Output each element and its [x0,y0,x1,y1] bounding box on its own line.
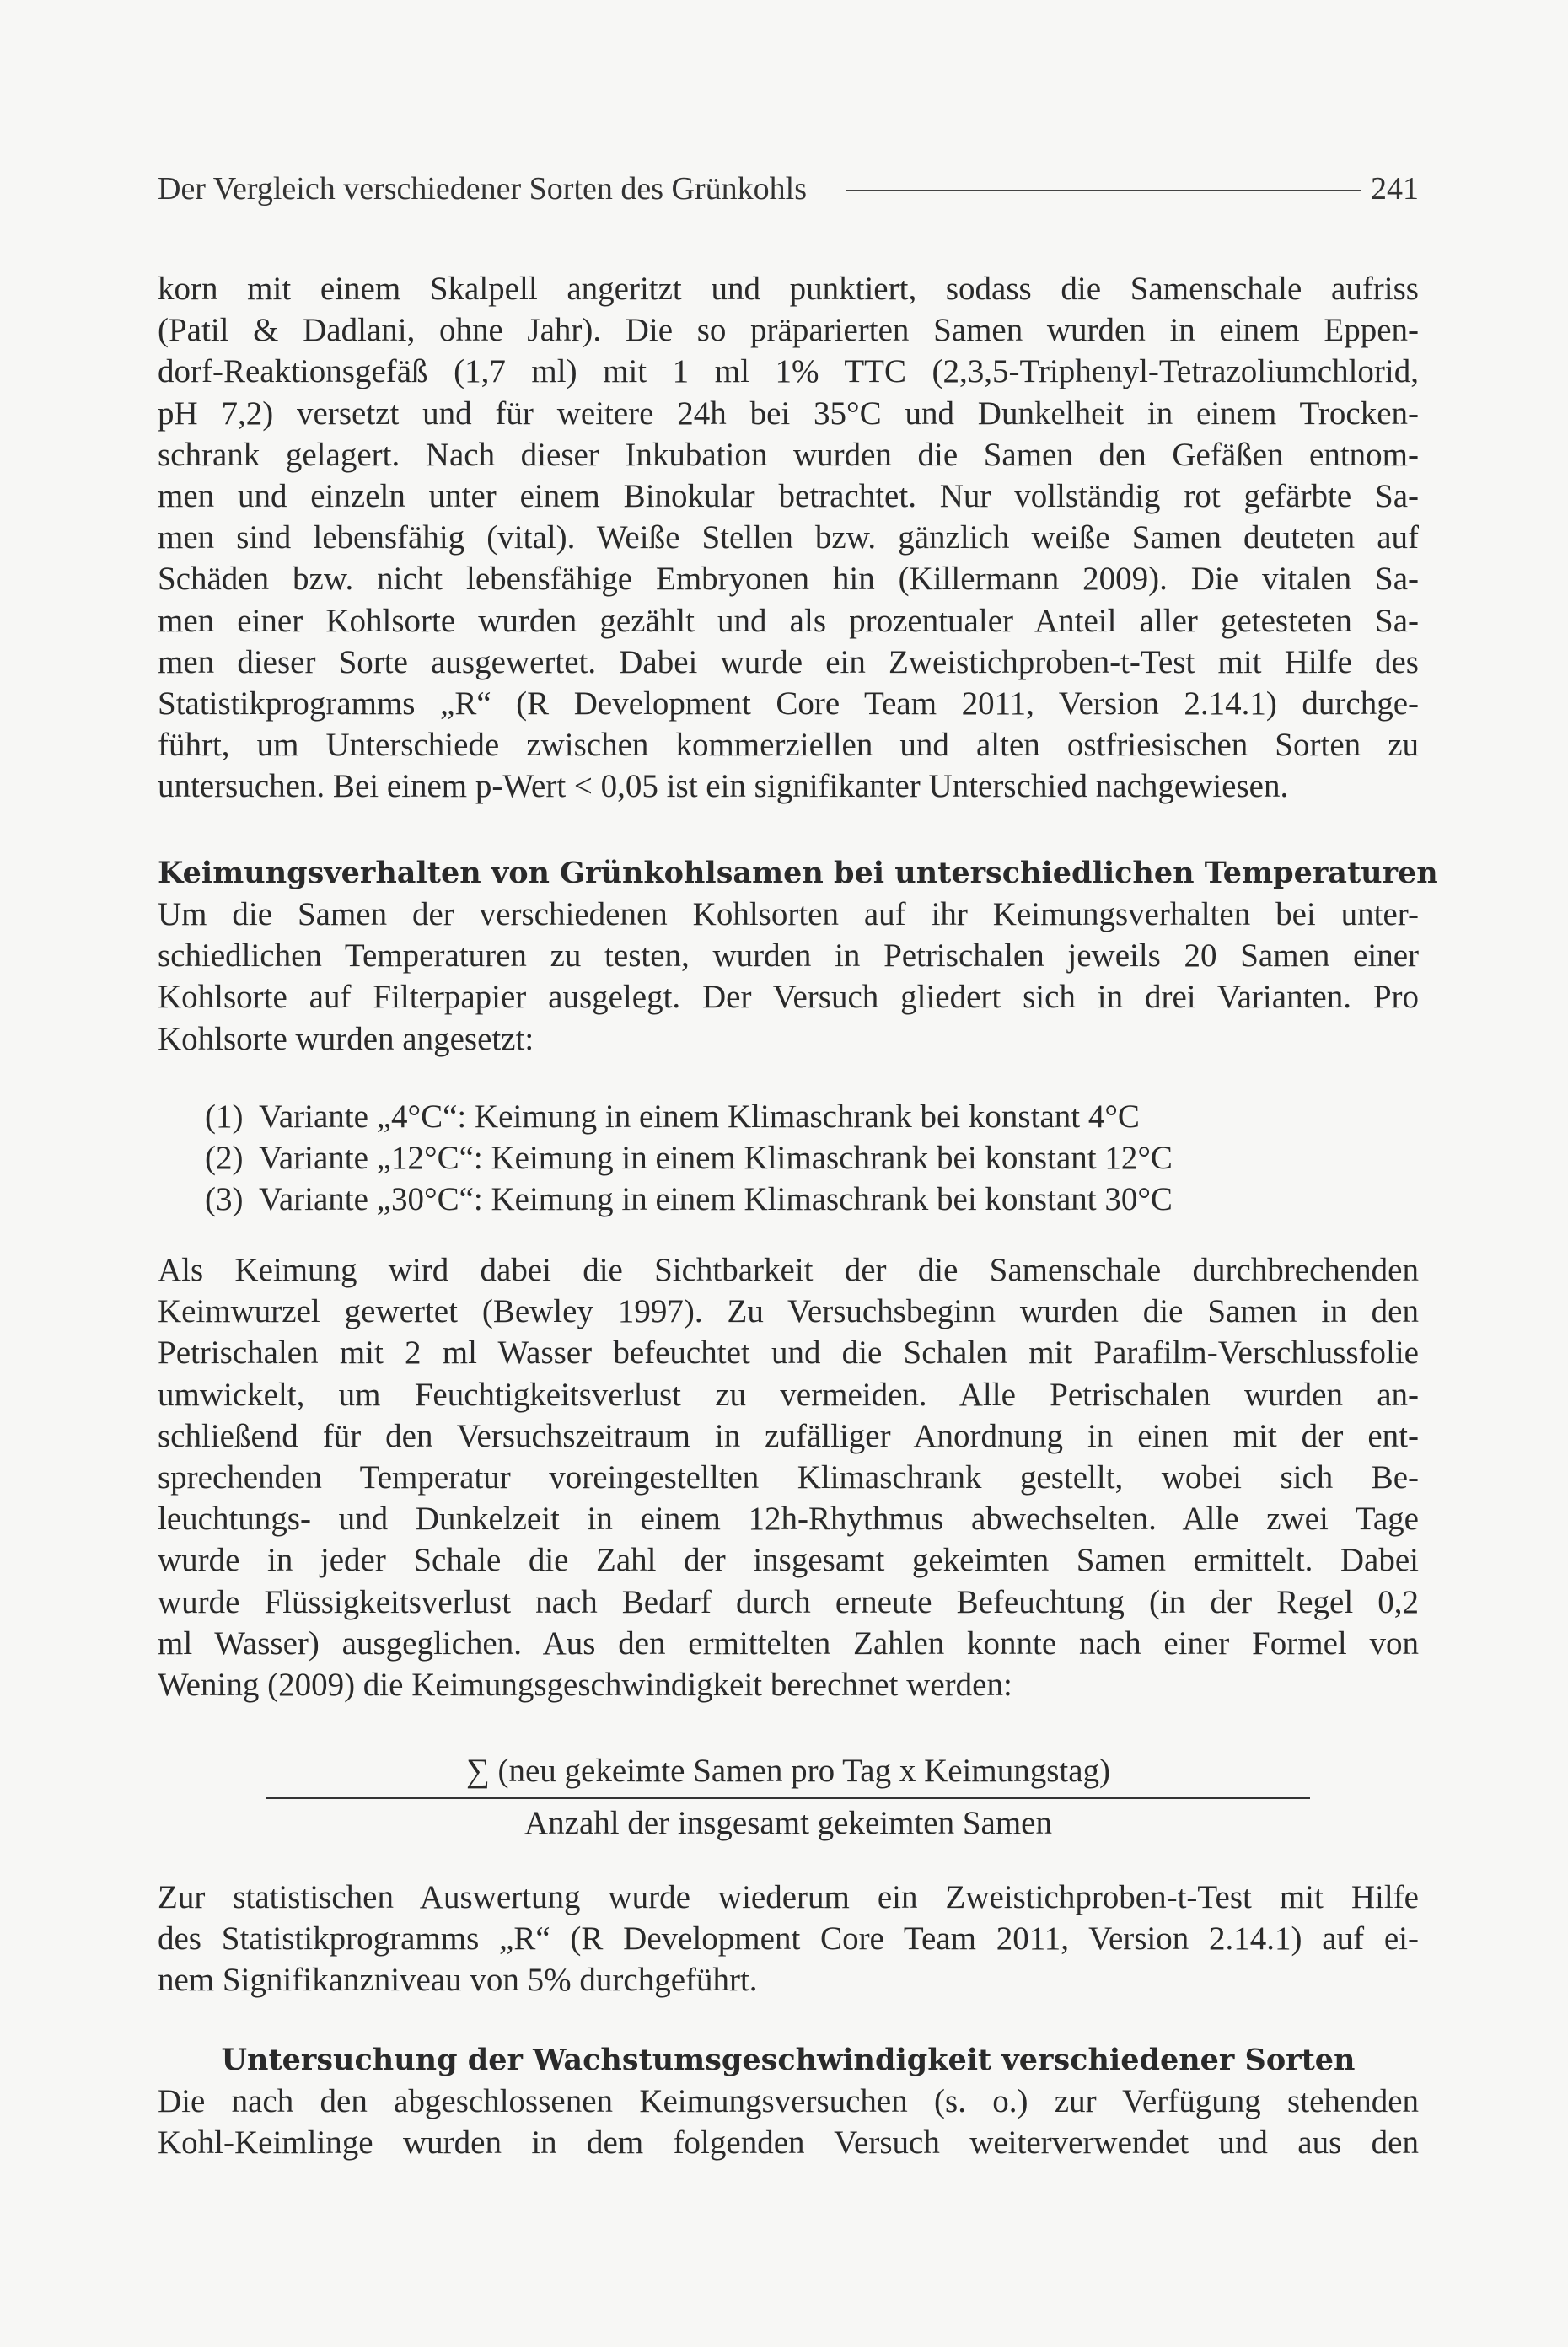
text-line: Kohlsorte auf Filterpapier ausgelegt. Der Versuch gliedert sich in drei Varianten. Pro [158,979,1419,1016]
text-line: pH 7,2) versetzt und für weitere 24h bei 35°C und Dunkelheit in einem Trocken- [158,395,1419,432]
text-line: umwickelt, um Feuchtigkeitsverlust zu vermeiden. Alle Petrischalen wurden an- [158,1376,1419,1413]
text-line: Petrischalen mit 2 ml Wasser befeuchtet und die Schalen mit Parafilm-Verschlussfolie [158,1335,1419,1372]
section-heading-germination [158,853,1438,894]
text-line: schrank gelagert. Nach dieser Inkubation wurden die Samen den Gefäßen entnom- [158,436,1419,473]
text-line: des Statistikprogramms „R“ (R Development Core Team 2011, Version 2.14.1) auf ei- [158,1920,1419,1958]
text-line: schließend für den Versuchszeitraum in zufälliger Anordnung in einen mit der ent- [158,1417,1419,1454]
paragraph-growth-intro [158,2081,1419,2163]
page-number: 241 [1371,171,1419,207]
list-text: Variante „12°C“: Keimung in einem Klimaschrank bei konstant 12°C [259,1140,1173,1176]
list-number: (2) [205,1140,244,1176]
section-heading-growth [158,2040,1419,2081]
formula-numerator: ∑ (neu gekeimte Samen pro Tag x Keimungstag) [465,1753,1111,1789]
text-line: wurde in jeder Schale die Zahl der insgesamt gekeimten Samen ermittelt. Dabei [158,1542,1419,1579]
paragraph-germination-method [158,1249,1419,1705]
book-page [158,0,1438,2347]
text-line: Wening (2009) die Keimungsgeschwindigkeit berechnet werden: [158,1667,1012,1704]
running-header [158,167,1419,211]
numbered-list [205,1096,1419,1220]
text-line: schiedlichen Temperaturen zu testen, wurden in Petrischalen jeweils 20 Samen einer [158,937,1419,975]
paragraph-statistics [158,1877,1419,2001]
text-line: untersuchen. Bei einem p-Wert < 0,05 ist ein signifikanter Unterschied nachgewiesen. [158,768,1289,805]
list-number: (1) [205,1098,244,1135]
paragraph-viability-test [158,268,1419,808]
list-item [205,1137,1419,1179]
paragraph-text [158,2081,1419,2163]
text-line: korn mit einem Skalpell angeritzt und punktiert, sodass die Samenschale aufriss [158,271,1419,307]
text-line: men und einzeln unter einem Binokular betrachtet. Nur vollständig rot gefärbte Sa- [158,478,1419,515]
list-item [205,1179,1419,1220]
text-line: dorf-Reaktionsgefäß (1,7 ml) mit 1 ml 1% TTC (2,3,5-Triphenyl-Tetrazoliumchlorid, [158,353,1419,390]
text-line: men sind lebensfähig (vital). Weiße Stellen bzw. gänzlich weiße Samen deuteten auf [158,519,1419,556]
text-line: Statistikprogramms „R“ (R Development Core Team 2011, Version 2.14.1) durchge- [158,685,1419,722]
paragraph-germination-intro [158,894,1419,1060]
list-item [205,1096,1419,1137]
variants-list [205,1096,1419,1220]
text-line: wurde Flüssigkeitsverlust nach Bedarf durch erneute Befeuchtung (in der Regel 0,2 [158,1583,1419,1620]
running-title: Der Vergleich verschiedener Sorten des Grünkohls [158,171,807,207]
text-line: Die nach den abgeschlossenen Keimungsversuchen (s. o.) zur Verfügung stehenden [158,2083,1419,2119]
list-number: (3) [205,1181,244,1217]
list-text: Variante „30°C“: Keimung in einem Klimaschrank bei konstant 30°C [259,1181,1173,1217]
paragraph-text [158,268,1419,808]
text-line: Als Keimung wird dabei die Sichtbarkeit der die Samenschale durchbrechenden [158,1252,1419,1288]
text-line: (Patil & Dadlani, ohne Jahr). Die so präparierten Samen wurden in einem Eppen- [158,312,1419,349]
text-line: nem Signifikanzniveau von 5% durchgeführt. [158,1962,758,1999]
text-line: men einer Kohlsorte wurden gezählt und als prozentualer Anteil aller getesteten Sa- [158,602,1419,639]
header-rule [846,190,1361,191]
germination-speed-formula [266,1750,1310,1845]
paragraph-text [158,1249,1419,1705]
text-line: Um die Samen der verschiedenen Kohlsorten auf ihr Keimungsverhalten bei unter- [158,896,1419,932]
text-line: ml Wasser) ausgeglichen. Aus den ermittelten Zahlen konnte nach einer Formel von [158,1625,1419,1662]
list-text: Variante „4°C“: Keimung in einem Klimaschrank bei konstant 4°C [259,1098,1140,1135]
paragraph-text [158,1877,1419,2001]
section-heading: Keimungsverhalten von Grünkohlsamen bei unterschiedlichen Temperaturen [158,856,1438,890]
text-line: Kohl-Keimlinge wurden in dem folgenden Versuch weiterverwendet und aus den [158,2124,1419,2162]
paragraph-text [158,894,1419,1060]
text-line: sprechenden Temperatur voreingestellten Klimaschrank gestellt, wobei sich Be- [158,1459,1419,1496]
text-line: Kohlsorte wurden angesetzt: [158,1020,534,1057]
text-line: Schäden bzw. nicht lebensfähige Embryonen hin (Killermann 2009). Die vitalen Sa- [158,561,1419,598]
text-line: leuchtungs- und Dunkelzeit in einem 12h-Rhythmus abwechselten. Alle zwei Tage [158,1501,1419,1538]
text-line: Keimwurzel gewertet (Bewley 1997). Zu Versuchsbeginn wurden die Samen in den [158,1293,1419,1330]
formula-denominator: Anzahl der insgesamt gekeimten Samen [524,1805,1052,1841]
text-line: Zur statistischen Auswertung wurde wiederum ein Zweistichproben-t-Test mit Hilfe [158,1879,1419,1915]
text-line: men dieser Sorte ausgewertet. Dabei wurde ein Zweistichproben-t-Test mit Hilfe des [158,643,1419,680]
text-line: führt, um Unterschiede zwischen kommerziellen und alten ostfriesischen Sorten zu [158,727,1419,764]
section-heading: Untersuchung der Wachstumsgeschwindigkeit verschiedener Sorten [221,2043,1356,2077]
